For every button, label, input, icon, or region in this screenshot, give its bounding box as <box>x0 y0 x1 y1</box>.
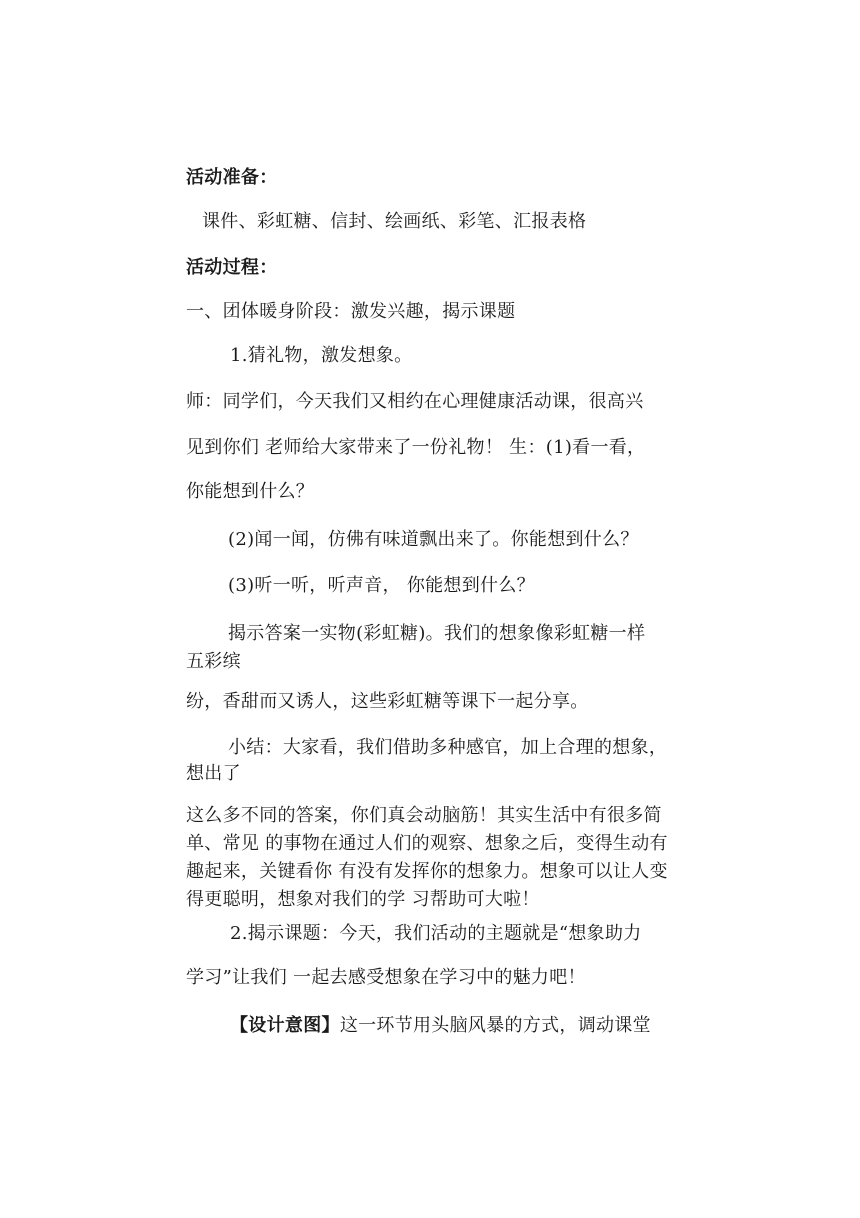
reveal-line-3: 纷，香甜而又诱人，这些彩虹糖等课下一起分享。 <box>186 691 589 712</box>
summary-line-1: 小结：大家看，我们借助多种感官，加上合理的想象， <box>228 737 668 758</box>
teacher-line-1: 师：同学们，今天我们又相约在心理健康活动课，很高兴 <box>186 391 644 412</box>
teacher-line-2: 见到你们 老师给大家带来了一份礼物！ 生：(1)看一看， <box>186 437 646 458</box>
step1-title: 1.猜礼物，激发想象。 <box>230 345 413 366</box>
design-intent <box>230 1014 730 1038</box>
process-heading: 活动过程： <box>186 257 278 278</box>
summary-line-2: 想出了 <box>186 763 241 784</box>
prep-heading: 活动准备： <box>186 167 278 188</box>
reveal-line-2: 五彩缤 <box>186 651 241 672</box>
teacher-line-3: 你能想到什么？ <box>186 481 315 502</box>
summary-paragraph: 这么多不同的答案，你们真会动脑筋！其实生活中有很多简单、常见 的事物在通过人们的观察、想象之后，变得生动有趣起来，关键看你 有没有发挥你的想象力。想象可以让人变得更聪明，想象对我们的学 习帮助可大啦！ <box>186 805 668 910</box>
stage1-title: 一、团体暖身阶段：激发兴趣，揭示课题 <box>186 301 516 322</box>
design-intent-label: 【设计意图】 <box>230 1015 340 1036</box>
question-3: (3)听一听，听声音， 你能想到什么？ <box>228 575 535 596</box>
step2-line-2: 学习”让我们 一起去感受想象在学习中的魅力吧！ <box>186 967 586 988</box>
step2-line-1: 2.揭示课题：今天，我们活动的主题就是“想象助力 <box>230 923 642 944</box>
reveal-line-1: 揭示答案一实物(彩虹糖)。我们的想象像彩虹糖一样 <box>228 623 646 644</box>
design-intent-text: 这一环节用头脑风暴的方式，调动课堂 <box>339 1015 651 1036</box>
question-2: (2)闻一闻，仿佛有味道飘出来了。你能想到什么？ <box>228 529 639 550</box>
prep-items: 课件、彩虹糖、信封、绘画纸、彩笔、汇报表格 <box>202 211 587 232</box>
